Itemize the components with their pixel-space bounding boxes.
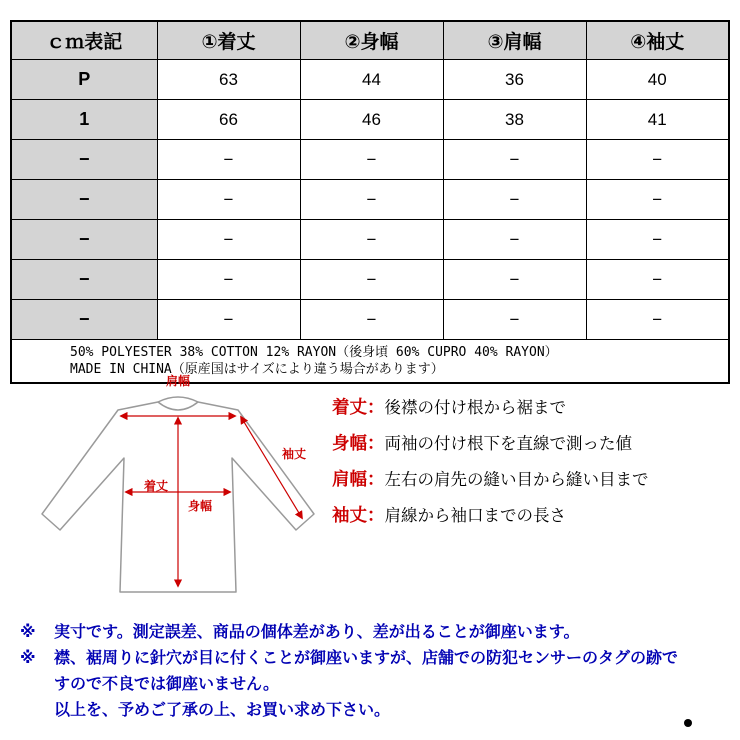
table-row	[11, 100, 729, 140]
disclaimer-notes	[20, 620, 680, 724]
definition-item	[332, 432, 649, 468]
size-cell: −	[11, 300, 157, 340]
definition-item	[332, 468, 649, 504]
value-cell: −	[586, 180, 729, 220]
definition-text: 肩線から袖口までの長さ	[384, 507, 566, 525]
note-item	[20, 646, 680, 698]
value-cell: 41	[586, 100, 729, 140]
value-cell: 40	[586, 60, 729, 100]
value-cell: −	[586, 260, 729, 300]
definitions-list	[332, 396, 649, 540]
header-cell-unit: ｃｍ表記	[11, 21, 157, 60]
size-cell: P	[11, 60, 157, 100]
shirt-collar	[158, 397, 198, 402]
header-cell-shoulder: ③肩幅	[443, 21, 586, 60]
note-item	[20, 620, 680, 646]
value-cell: 46	[300, 100, 443, 140]
note-text: 実寸です。測定誤差、商品の個体差があり、差が出ることが御座います。	[54, 624, 580, 641]
body-length-label: 着丈	[143, 479, 168, 493]
value-cell: 38	[443, 100, 586, 140]
value-cell: −	[300, 140, 443, 180]
value-cell: −	[300, 220, 443, 260]
value-cell: −	[157, 300, 300, 340]
shirt-measurement-diagram	[18, 372, 338, 612]
material-line-origin: MADE IN CHINA（原産国はサイズにより違う場合があります）	[70, 362, 444, 377]
bottom-dot	[684, 719, 692, 727]
note-marker: ※	[20, 650, 36, 667]
value-cell: −	[300, 260, 443, 300]
header-cell-width: ②身幅	[300, 21, 443, 60]
definition-text: 左右の肩先の縫い目から縫い目まで	[384, 471, 649, 489]
header-cell-sleeve: ④袖丈	[586, 21, 729, 60]
table-row	[11, 60, 729, 100]
size-cell: −	[11, 220, 157, 260]
size-cell: −	[11, 140, 157, 180]
size-table	[10, 20, 730, 384]
size-cell: −	[11, 260, 157, 300]
value-cell: −	[443, 180, 586, 220]
value-cell: 36	[443, 60, 586, 100]
value-cell: −	[443, 260, 586, 300]
note-text: 襟、裾周りに針穴が目に付くことが御座いますが、店舗での防犯センサーのタグの跡ですので不良では御座いません。	[54, 650, 679, 693]
table-row	[11, 180, 729, 220]
table-row	[11, 260, 729, 300]
value-cell: −	[443, 140, 586, 180]
value-cell: 63	[157, 60, 300, 100]
sleeve-length-label: 袖丈	[282, 447, 307, 461]
value-cell: −	[157, 260, 300, 300]
value-cell: −	[300, 180, 443, 220]
shoulder-width-label: 肩幅	[165, 374, 191, 388]
value-cell: −	[443, 220, 586, 260]
value-cell: −	[586, 220, 729, 260]
table-header-row	[11, 21, 729, 60]
size-cell: −	[11, 180, 157, 220]
value-cell: −	[157, 180, 300, 220]
value-cell: −	[300, 300, 443, 340]
table-row	[11, 220, 729, 260]
definition-term: 袖丈：	[332, 505, 385, 525]
material-line-composition: 50% POLYESTER 38% COTTON 12% RAYON（後身頃 60% CUPRO 40% RAYON）	[70, 345, 558, 360]
note-marker: ※	[20, 624, 36, 641]
body-width-label: 身幅	[188, 499, 213, 513]
definition-term: 肩幅：	[332, 469, 385, 489]
value-cell: −	[443, 300, 586, 340]
table-row	[11, 140, 729, 180]
value-cell: −	[586, 300, 729, 340]
note-marker	[20, 698, 54, 724]
size-cell: 1	[11, 100, 157, 140]
table-row	[11, 300, 729, 340]
value-cell: −	[157, 220, 300, 260]
header-cell-length: ①着丈	[157, 21, 300, 60]
value-cell: 66	[157, 100, 300, 140]
definition-term: 着丈：	[332, 397, 385, 417]
value-cell: −	[586, 140, 729, 180]
note-text: 以上を、予めご了承の上、お買い求め下さい。	[54, 702, 391, 719]
definition-term: 身幅：	[332, 433, 385, 453]
definition-text: 両袖の付け根下を直線で測った値	[384, 435, 632, 453]
value-cell: −	[157, 140, 300, 180]
value-cell: 44	[300, 60, 443, 100]
definition-item	[332, 504, 649, 540]
definition-item	[332, 396, 649, 432]
note-item	[20, 698, 680, 724]
definition-text: 後襟の付け根から裾まで	[384, 399, 566, 417]
